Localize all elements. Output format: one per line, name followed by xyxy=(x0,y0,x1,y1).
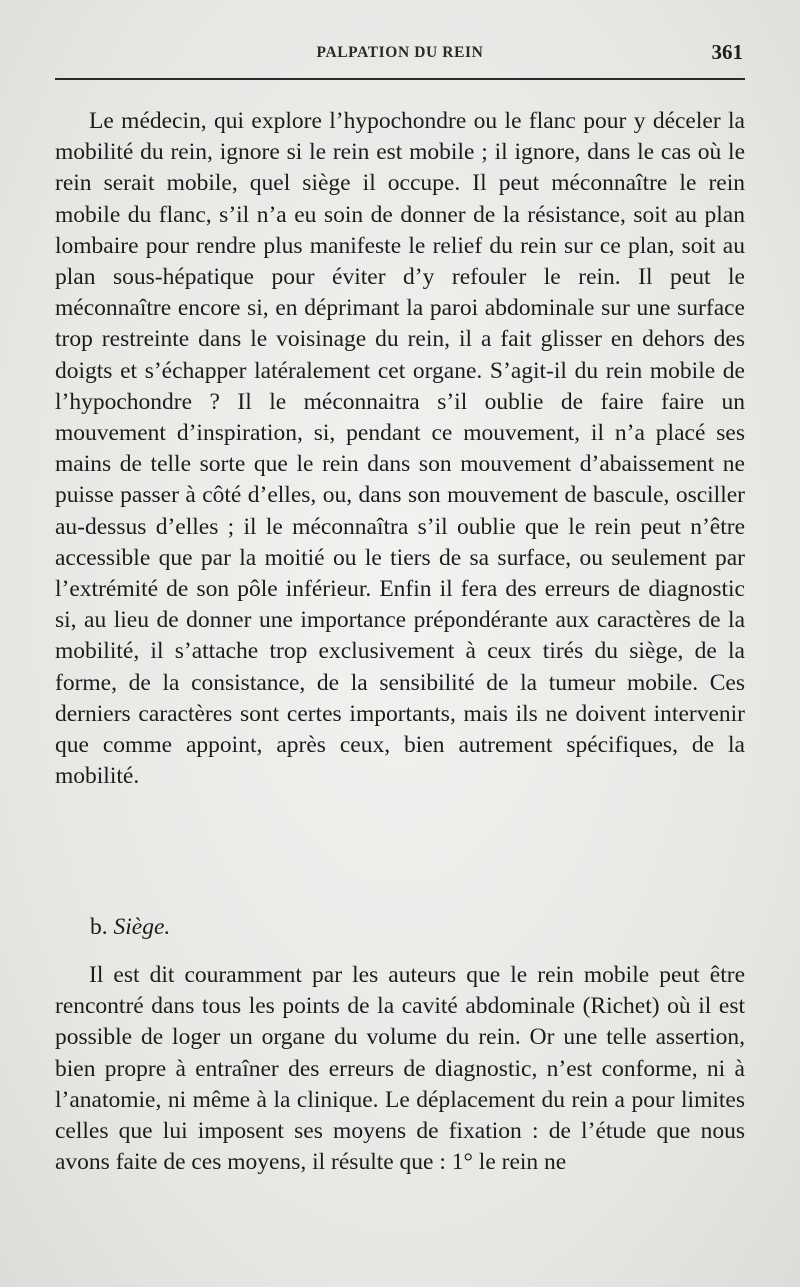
section-title: Siège. xyxy=(113,914,171,940)
running-title: PALPATION DU REIN xyxy=(316,44,484,61)
body-text-second xyxy=(55,960,745,1178)
running-header xyxy=(55,38,745,80)
page-number: 361 xyxy=(711,40,743,64)
section-letter: b. xyxy=(90,914,108,940)
body-text-first xyxy=(55,106,745,792)
section-heading xyxy=(90,912,170,943)
paragraph: Le médecin, qui explore l’hypochondre ou le flanc pour y déceler la mobilité du rein, ignore si le rein est mobile ; il ignore, dans le cas où le rein serait mobile, quel siège il occupe. Il peut méconnaître le rein mobile du flanc, s’il n’a eu soin de donner de la résistance, soit au plan lombaire pour rendre plus manifeste le relief du rein sur ce plan, soit au plan sous-hépatique pour éviter d’y refouler le rein. Il peut le méconnaître encore si, en déprimant la paroi abdominale sur une surface trop restreinte dans le voisinage du rein, il a fait glisser en dehors des doigts et s’échapper latéralement cet organe. S’agit-il du rein mobile de l’hypochondre ? Il le méconnaitra s’il oublie de faire faire un mouvement d’inspiration, si, pendant ce mouvement, il n’a placé ses mains de telle sorte que le rein dans son mouvement d’abaissement ne puisse passer à côté d’elles, ou, dans son mouvement de bascule, osciller au-dessus d’elles ; il le méconnaîtra s’il oublie que le rein peut n’être accessible que par la moitié ou le tiers de sa surface, ou seulement par l’extrémité de son pôle inférieur. Enfin il fera des erreurs de diagnostic si, au lieu de donner une importance prépondérante aux caractères de la mobilité, il s’attache trop exclusivement à ceux tirés du siège, de la forme, de la consistance, de la sensibilité de la tumeur mobile. Ces derniers caractères sont certes importants, mais ils ne doivent intervenir que comme appoint, après ceux, bien autrement spécifiques, de la mobilité. xyxy=(55,108,745,790)
paragraph: Il est dit couramment par les auteurs que le rein mobile peut être rencontré dans tous les points de la cavité abdominale (Richet) où il est possible de loger un organe du volume du rein. Or une telle assertion, bien propre à entraîner des erreurs de diagnostic, n’est conforme, ni à l’anatomie, ni même à la clinique. Le déplacement du rein a pour limites celles que lui imposent ses moyens de fixation : de l’étude que nous avons faite de ces moyens, il résulte que : 1° le rein ne xyxy=(55,962,745,1176)
